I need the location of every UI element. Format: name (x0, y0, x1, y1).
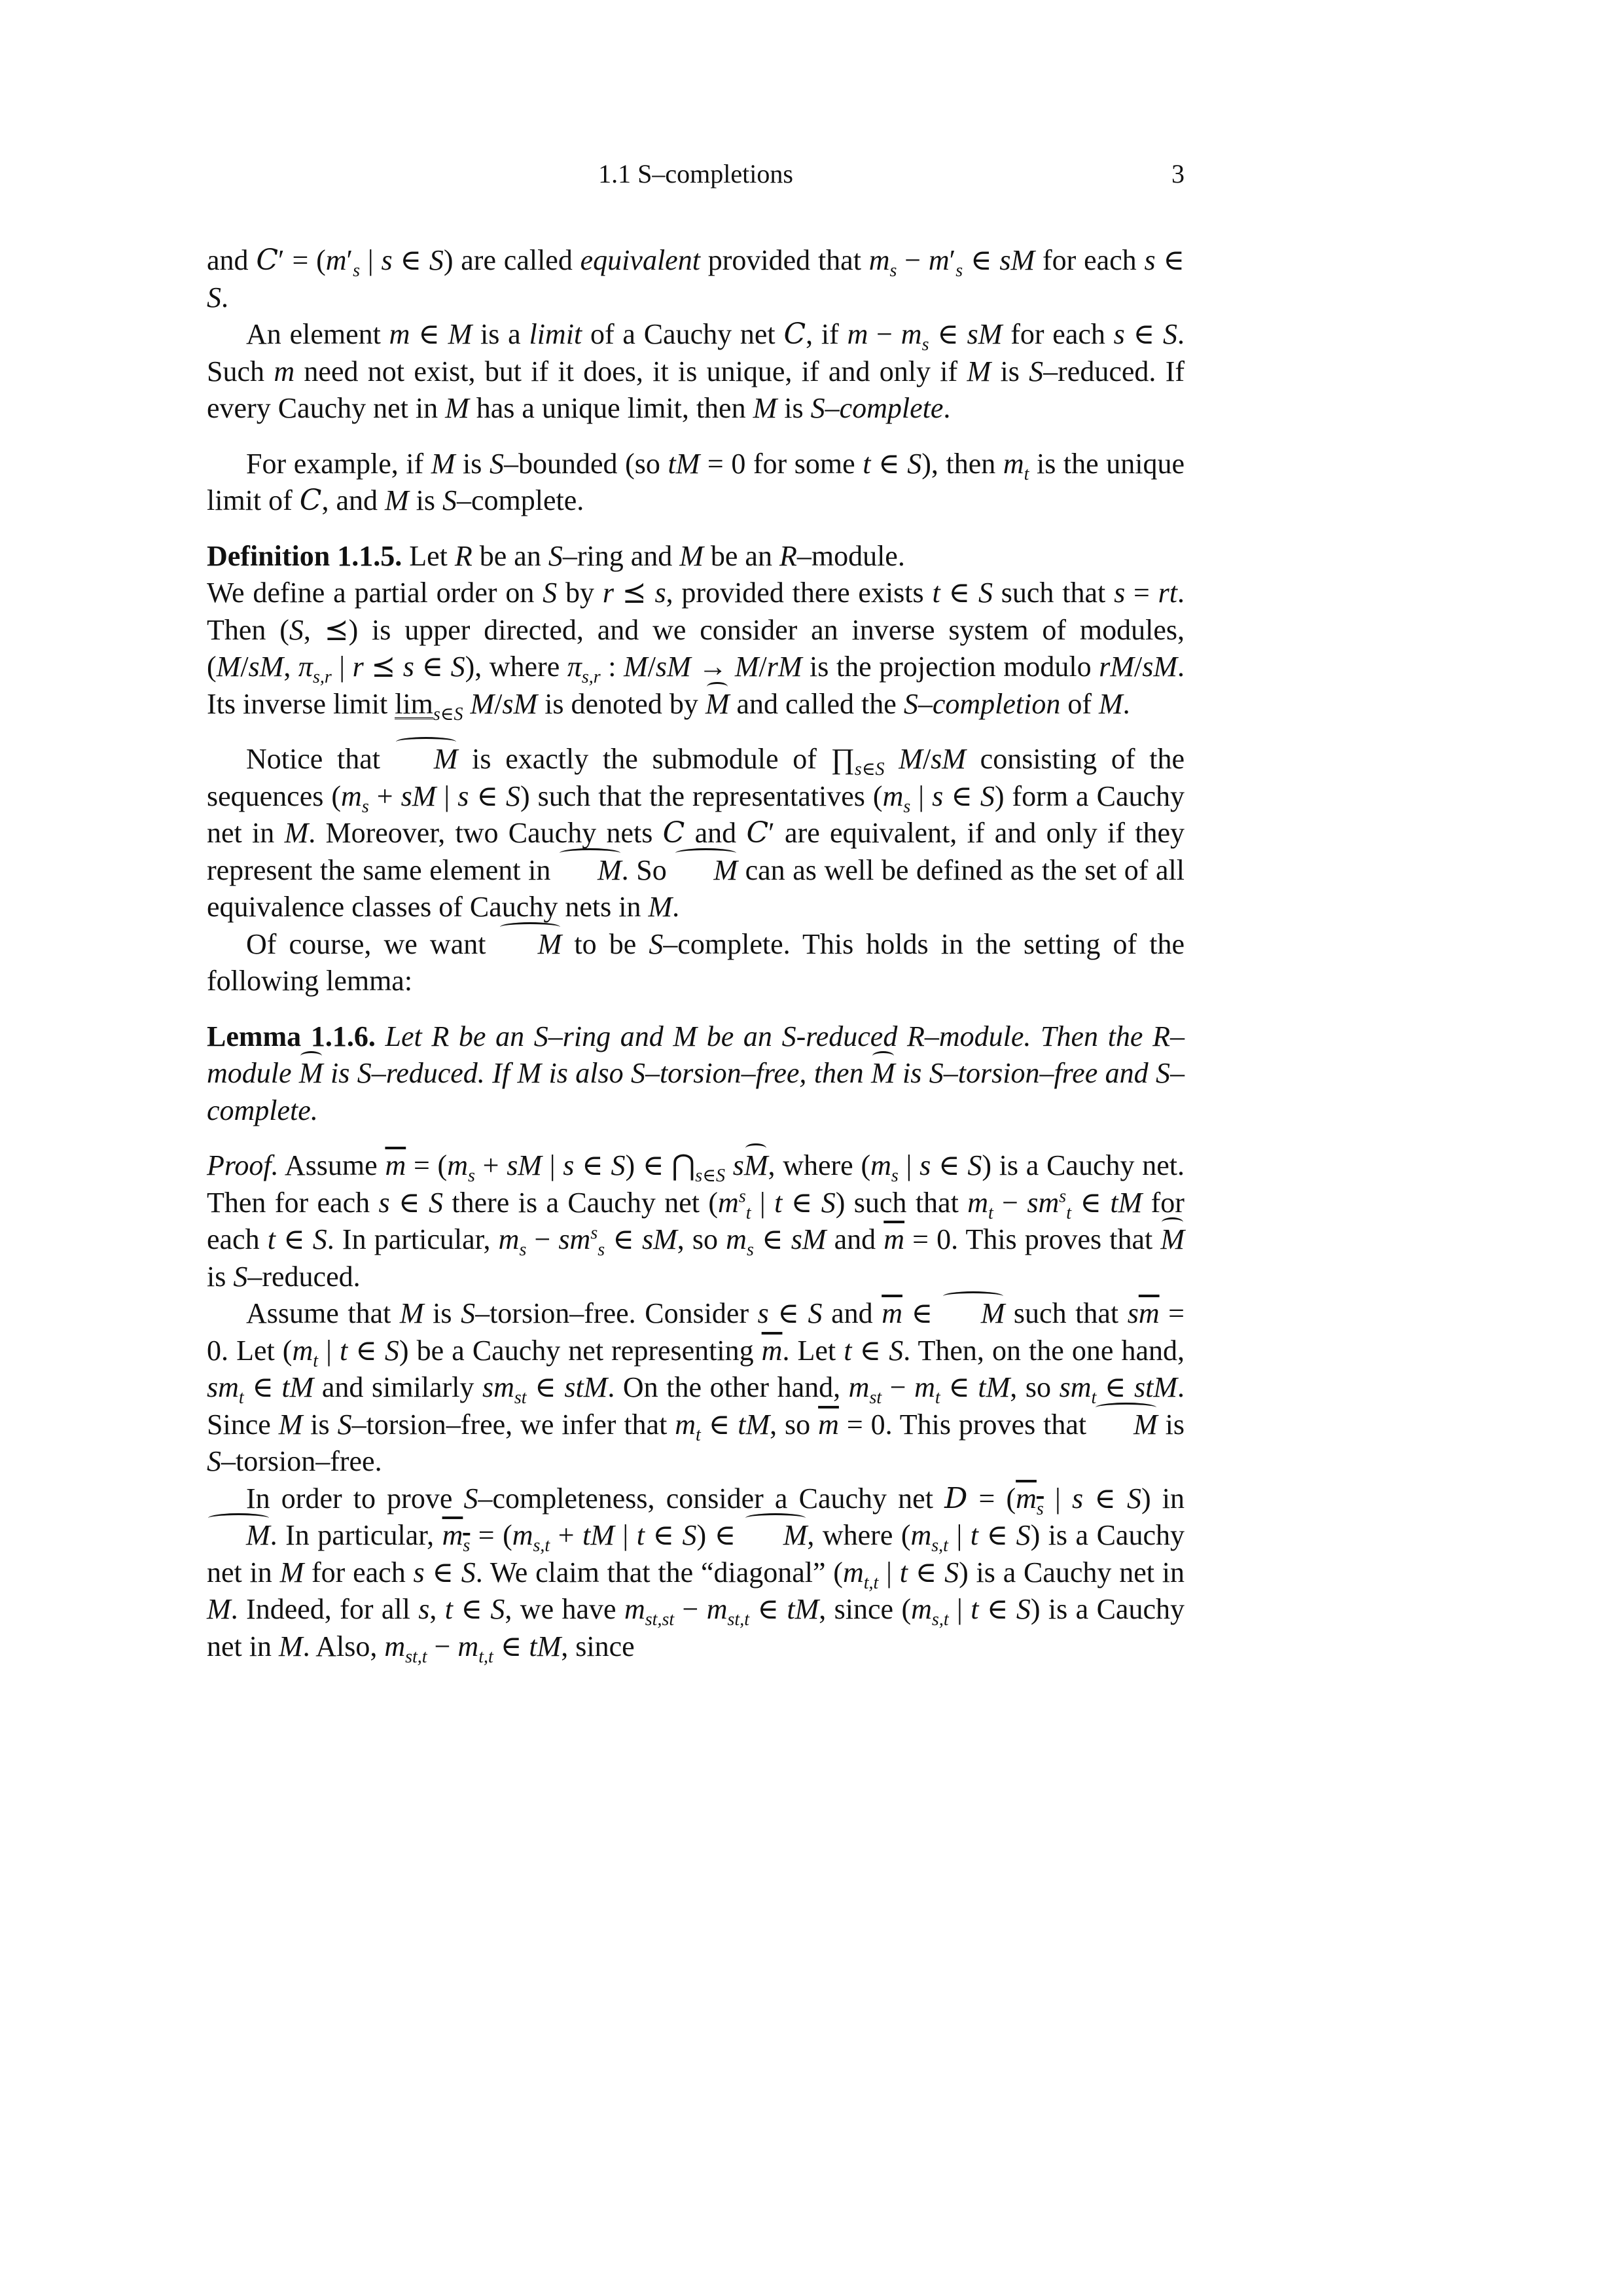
running-header (207, 154, 1185, 194)
section-title: 1.1 S–completions (598, 159, 793, 188)
definition-label: Definition 1.1.5. (207, 539, 402, 572)
definition-block (207, 538, 1185, 723)
paragraph-example: For example, if M is S–bounded (so tM = 0 for some t ∈ S), then $m_t$ is the unique limit of C, and M is S–complete. (207, 447, 1185, 517)
paragraph-of-course: Of course, we want M to be S–complete. This holds in the setting of the following lemma: (207, 926, 1185, 1000)
paragraph-equivalent-definition: and $C' = (m'_s$ | s ∈ S) are called equivalent provided that $m_s - m'_s$ ∈ sM for each s ∈ S. (207, 243, 1185, 314)
definition-text: Let R be an S–ring and M be an R–module. We define a partial order on S by r ⪯ s, provided there exists t ∈ S such that s = rt. Then (S, ⪯) is upper directed, and we consider an inverse system of modules, (M/sM, $\pi_{s,r}$ | r ⪯ s ∈ S), where $\pi_{s,r}$ : M/sM → M/rM is the projection modulo rM/sM. Its inverse limit $\lim_{s\in S} M/sM$ is denoted by M and called the S–completion of M. (207, 539, 1185, 725)
proof-label: Proof. (207, 1149, 279, 1181)
paragraph-limit-definition: An element m ∈ M is a limit of a Cauchy net C, if $m - m_s$ ∈ sM for each s ∈ S. Such m need not exist, but if it does, it is unique, if and only if M is S–reduced. If every Cauchy net in M has a unique limit, then M is S–complete. (207, 317, 1185, 424)
lemma-block (207, 1018, 1185, 1130)
paragraph-completeness: In order to prove S–completeness, consider a Cauchy net $D = (m_s$ | s ∈ S) in M. In particular, $m_s = (m_{s,t}$ + tM | t ∈ S) ∈ M, where ($m_{s,t}$ | t ∈ S) is a Cauchy net in M for each s ∈ S. We claim that the “diagonal” ($m_{t,t}$ | t ∈ S) is a Cauchy net in M. Indeed, for all s, t ∈ S, we have $m_{st,st} - m_{st,t}$ ∈ tM, since ($m_{s,t}$ | t ∈ S) is a Cauchy net in M. Also, $m_{st,t} - m_{t,t}$ ∈ tM, since (207, 1481, 1185, 1667)
proof-text: Assume $\overline{m} = (m_s$ + sM | s ∈ S) ∈ $⋂_{s\in S}$ sM, where ($m_s$ | s ∈ S) is a Cauchy net. Then for each s ∈ S there is a Cauchy net ($m^s_t$ | t ∈ S) such that $m_t - sm^s_t$ ∈ tM for each t ∈ S. In particular, $m_s - sm^s_s$ ∈ sM, so $m_s$ ∈ sM and $\overline{m} = 0$. This proves that M is S–reduced. (207, 1149, 1185, 1293)
page-number: 3 (1171, 159, 1185, 188)
lemma-statement: Let R be an S–ring and M be an S-reduced R–module. Then the R–module M is S–reduced. If M is also S–torsion–free, then M is S–torsion–free and S–complete. (207, 1020, 1185, 1126)
lemma-label: Lemma 1.1.6. (207, 1020, 376, 1052)
paragraph-torsion-free: Assume that M is S–torsion–free. Consider s ∈ S and $\overline{m}$ ∈ M such that $s\overline{m} = 0$. Let ($m_t$ | t ∈ S) be a Cauchy net representing $\overline{m}$. Let t ∈ S. Then, on the one hand, $sm_t$ ∈ tM and similarly $sm_{st}$ ∈ stM. On the other hand, $m_{st} - m_t$ ∈ tM, so $sm_t$ ∈ stM. Since M is S–torsion–free, we infer that $m_t$ ∈ tM, so $\overline{m} = 0$. This proves that M is S–torsion–free. (207, 1295, 1185, 1480)
proof-block (207, 1147, 1185, 1295)
page-body (207, 242, 1185, 1665)
paragraph-notice: Notice that M is exactly the submodule of $\prod_{s\in S}$ M/sM consisting of the sequences ($m_s$ + sM | s ∈ S) such that the representatives ($m_s$ | s ∈ S) form a Cauchy net in M. Moreover, two Cauchy nets C and C′ are equivalent, if and only if they represent the same element in M. So M can as well be defined as the set of all equivalence classes of Cauchy nets in M. (207, 741, 1185, 926)
